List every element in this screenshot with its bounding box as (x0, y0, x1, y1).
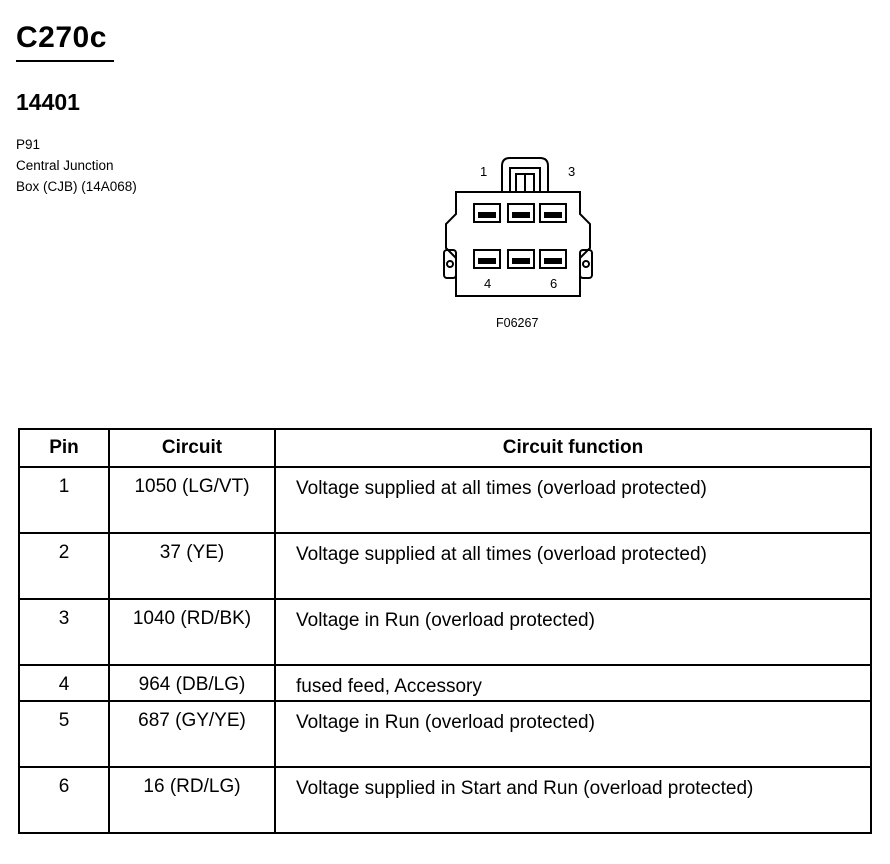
function-cell: Voltage in Run (overload protected) (275, 599, 871, 665)
header-pin: Pin (19, 429, 109, 467)
function-cell: Voltage supplied in Start and Run (overload protected) (275, 767, 871, 833)
pin-cell: 2 (19, 533, 109, 599)
pin-cell: 3 (19, 599, 109, 665)
function-cell: Voltage supplied at all times (overload protected) (275, 467, 871, 533)
circuit-cell: 687 (GY/YE) (109, 701, 275, 767)
location-line: Box (CJB) (14A068) (16, 179, 137, 194)
pin-table (18, 428, 872, 834)
pin-cell: 5 (19, 701, 109, 767)
part-number: 14401 (16, 89, 80, 115)
connector-location (16, 134, 137, 197)
table-row (19, 533, 871, 599)
circuit-cell: 1040 (RD/BK) (109, 599, 275, 665)
pin-label-3: 3 (568, 164, 576, 179)
connector-id: C270c (16, 21, 107, 54)
pin-label-1: 1 (480, 164, 488, 179)
connector-face-diagram (430, 150, 610, 340)
header-circuit: Circuit (109, 429, 275, 467)
circuit-cell: 1050 (LG/VT) (109, 467, 275, 533)
table-row (19, 701, 871, 767)
circuit-cell: 964 (DB/LG) (109, 665, 275, 701)
function-cell: Voltage supplied at all times (overload protected) (275, 533, 871, 599)
circuit-cell: 37 (YE) (109, 533, 275, 599)
table-row (19, 767, 871, 833)
table-row (19, 599, 871, 665)
figure-id: F06267 (496, 316, 539, 330)
pin-label-4: 4 (484, 276, 492, 291)
circuit-cell: 16 (RD/LG) (109, 767, 275, 833)
header-circuit-function: Circuit function (275, 429, 871, 467)
pin-label-6: 6 (550, 276, 558, 291)
table-row (19, 467, 871, 533)
table-row (19, 665, 871, 701)
pin-cell: 6 (19, 767, 109, 833)
pin-cell: 1 (19, 467, 109, 533)
location-line: P91 (16, 137, 41, 152)
title-underline (16, 60, 114, 62)
table-header-row (19, 429, 871, 467)
function-cell: Voltage in Run (overload protected) (275, 701, 871, 767)
pin-cell: 4 (19, 665, 109, 701)
function-cell: fused feed, Accessory (275, 665, 871, 701)
location-line: Central Junction (16, 158, 114, 173)
